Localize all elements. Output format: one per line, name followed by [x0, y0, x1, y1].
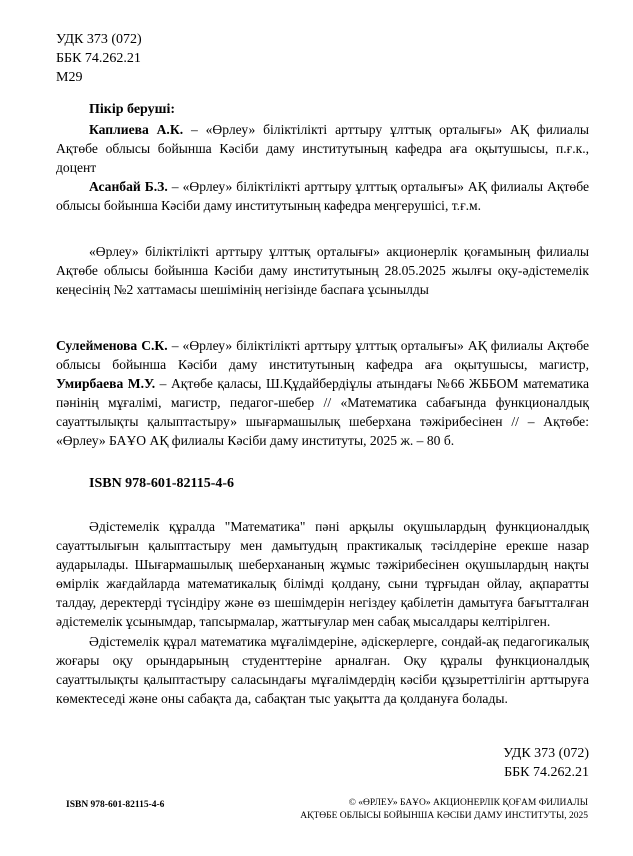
- abstract-paragraph-2: Әдістемелік құрал математика мұғалімдеріне, әдіскерлерге, сондай-ақ педагогикалық жоғары оқу орындарының студенттеріне арналған. Оқу құралы функционалдық сауаттылықты қалыптастыру саласындағы мұғалімдердің кәсіби құзыреттілігін арттыруға көмектеседі және оны сабақта да, сабақтан тыс уақытта да қолдануға болады.: [56, 634, 589, 706]
- footer-copyright-line-1: © «ӨРЛЕУ» БАҰО» АКЦИОНЕРЛІК ҚОҒАМ ФИЛИАЛЫ: [348, 798, 588, 808]
- bbk-code-right: ББК 74.262.21: [504, 765, 589, 780]
- abstract-paragraph-1: Әдістемелік құралда "Математика" пәні арқылы оқушылардың функционалдық сауаттылығын қалыптастыру мен дамытудың практикалық тәсілдеріне ерекше назар аударылады. Шығармашылық шеберхананың жұмыс тәжірибесінен оқушылардың нақты өмірлік жағдайларда математикалық білімді қолдану, сыни тұрғыдан ойлау, ақпаратты талдау, деректерді түсіндіру және өз шешімдерін негіздеу қабілетін дамытуға бағытталған әдістемелік ұсынымдар, тапсырмалар, жаттығулар мен сабақ мысалдары келтірілген.: [56, 519, 589, 629]
- author-1-name: Сулейменова С.К.: [56, 338, 168, 353]
- footer-copyright-line-2: АҚТӨБЕ ОБЛЫСЫ БОЙЫНША КӘСІБИ ДАМУ ИНСТИТУТЫ, 2025: [300, 811, 588, 821]
- author-1-text: – «Өрлеу» біліктілікті арттыру ұлттық орталығы» АҚ филиалы Ақтөбе облысы бойынша Кәсіби даму институтының кафедра аға оқытушысы, магистр,: [56, 338, 589, 372]
- reviewer-2-text: – «Өрлеу» біліктілікті арттыру ұлттық орталығы» АҚ филиалы Ақтөбе облысы бойынша Кәсіби даму институтының кафедра меңгерушісі, т.ғ.м.: [56, 179, 589, 213]
- bbk-code: ББК 74.262.21: [56, 51, 141, 66]
- reviewer-1-text: – «Өрлеу» біліктілікті арттыру ұлттық орталығы» АҚ филиалы Ақтөбе облысы бойынша Кәсіби даму институтының кафедра аға оқытушысы, п.ғ.к., доцент: [56, 122, 589, 175]
- authors-paragraph: [56, 336, 589, 450]
- author-mark: М29: [56, 70, 83, 85]
- footer-isbn: ISBN 978-601-82115-4-6: [66, 800, 165, 810]
- author-2-name: Умирбаева М.У.: [56, 376, 156, 391]
- reviewer-1-name: Каплиева А.К.: [89, 122, 184, 137]
- reviewer-1: [56, 120, 589, 177]
- classification-codes: [56, 30, 142, 87]
- udk-code-right: УДК 373 (072): [503, 746, 589, 761]
- footer-copyright: [300, 797, 588, 823]
- reviewer-2-name: Асанбай Б.З.: [89, 179, 168, 194]
- author-2-text: – Ақтөбе қаласы, Ш.Құдайбердіұлы атындағы №66 ЖББОМ математика пәнінің мұғалімі, магистр, педагог-шебер // «Математика сабағында функционалдық сауаттылықты қалыптастыру» шығармашылық шеберхана тәжірибесінен // – Ақтөбе: «Өрлеу» БАҰО АҚ филиалы Кәсіби даму институты, 2025 ж. – 80 б.: [56, 376, 589, 448]
- udk-code: УДК 373 (072): [56, 32, 142, 47]
- reviewer-2: [56, 177, 589, 215]
- reviewers-heading: Пікір беруші:: [89, 102, 176, 117]
- classification-codes-right: [503, 744, 589, 782]
- isbn: ISBN 978-601-82115-4-6: [89, 476, 235, 491]
- approval-paragraph: «Өрлеу» біліктілікті арттыру ұлттық орталығы» акционерлік қоғамының филиалы Ақтөбе облысы бойынша Кәсіби даму институтының 28.05.2025 жылғы оқу-әдістемелік кеңесінің №2 хаттамасы шешімінің негізінде баспаға ұсынылды: [56, 244, 589, 297]
